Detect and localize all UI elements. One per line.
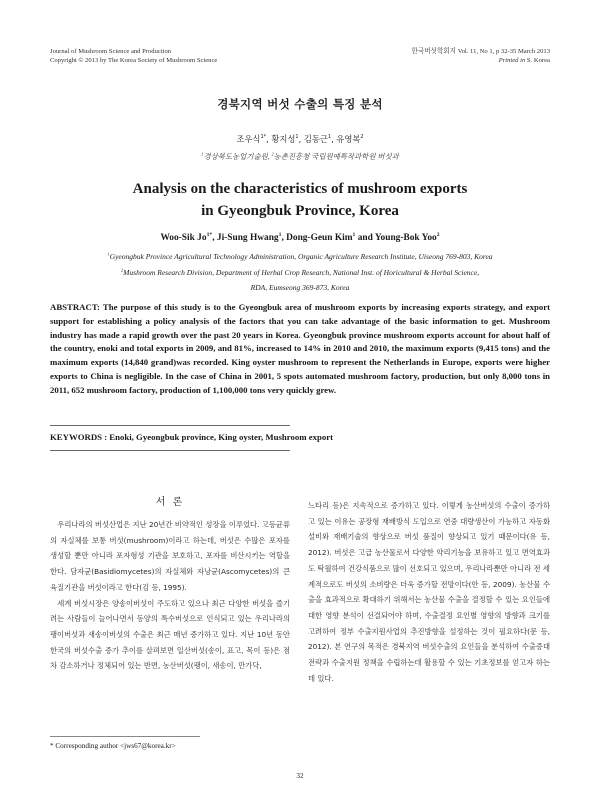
journal-header-left [50, 47, 217, 65]
korean-authors: 조우식$^{1*}$, 황지성$^1$, 김동근$^1$, 유영복$^2$ [236, 134, 364, 144]
keywords: KEYWORDS : Enoki, Gyeongbuk province, King oyster, Mushroom export [50, 432, 334, 442]
page-number: 32 [296, 772, 304, 780]
english-authors: Woo-Sik $Jo^{1*}$, Ji-Sung Hwang$^1$, Dong-Geun Kim$^1$ and Young-Bok Yoo$^2$ [160, 231, 440, 243]
footnote-rule [50, 736, 200, 737]
section-title-introduction: 서 론 [155, 497, 185, 508]
affiliation-1: $^1$Gyeongbuk Province Agricultural Technology Administration, Organic Agriculture Research Institute, Uiseong 769-803, Korea [107, 251, 493, 261]
english-title-line1: Analysis on the characteristics of mushroom exports [132, 181, 468, 197]
english-title-line2: in Gyeongbuk Province, Korea [201, 203, 399, 219]
body-column-right [308, 498, 550, 686]
keywords-bottom-rule [50, 450, 290, 451]
affiliation-2-cont: RDA, Eumseong 369-873, Korea [250, 283, 350, 292]
printed-in: Printed in S. Korea [498, 57, 550, 64]
abstract: ABSTRACT: The purpose of this study is to the Gyeongbuk area of mushroom exports by increasing exports strategy, and export support for establishing a policy analysis of the factors that you can take advantage of the basic information to get. Mushroom industry has made a rapid growth over the past 20 years in Korea. Gyeongbuk province mushroom exports account for about half of the country, enoki and total exports in 2009, and 81%, increased to 14% in 2010 and 2010, the maximum exports (9,415 tons) and the maximum exports (14,840 grand)was recorded. King oyster mushroom to represent the Netherlands in Europe, exports were higher exports to China is negligible. In the case of China in 2001, 5 spots automated mushroom factory, production, but only 8,000 tons in 2011, 652 mushroom factory, production of 1,100,000 tons very quickly grew. [50, 302, 550, 395]
body-column-left [50, 517, 290, 674]
paragraph: 느타리 등)은 지속적으로 증가하고 있다. 이렇게 농산버섯의 수출이 증가하고 있는 이유는 공장형 재배방식 도입으로 연중 대량생산이 가능하고 자동화 설비와 재배기술의 향상으로 버섯 품질이 향상되고 있기 때문이다(유 등, 2012). 버섯은 고급 농산물로서 다양한 약리기능을 보유하고 있고 면역효과도 탁월하여 건강식품으로 많이 선호되고 있으며, 우리나라뿐만 아니라 전 세계적으로도 버섯의 소비량은 더욱 증가할 전망이다(안 등, 2009). 농산물 수출을 효과적으로 확대하기 위해서는 농산물 수출을 결정할 수 있는 요인들에 대한 영향 분석이 선결되어야 하며, 수출결정 요인별 영향의 방향과 크기를 고려하여 정부 수출지원사업의 추진방향을 설정하는 것이 필요하다(문 등, 2012). 본 연구의 목적은 경북지역 버섯수출의 요인들을 분석하여 수출증대 전략과 수출지원 정책을 수립하는데 활용할 수 있는 기초정보를 얻고자 하는데 있다. [308, 501, 550, 683]
english-title [0, 178, 600, 222]
journal-name: Journal of Mushroom Science and Production [50, 48, 172, 55]
copyright-line: Copyright © 2013 by The Korea Society of Mushroom Science [50, 57, 218, 64]
volume-info: 한국버섯학회지 Vol. 11, No 1, p 32-35 March 2013 [411, 48, 550, 55]
english-affiliations [60, 249, 540, 296]
paragraph: 세계 버섯시장은 양송이버섯이 주도하고 있으나 최근 다양한 버섯을 즐기려는 사람들이 늘어나면서 동양의 특수버섯으로 인식되고 있는 우리나라의 팽이버섯과 새송이버섯의 수출은 최근 매년 증가하고 있다. 지난 10년 동안 한국의 버섯수출 증가 추이를 살펴보면 일산버섯(송이, 표고, 목이 등)은 점차 감소하거나 정체되어 있는 반면, 농산버섯(팽이, 새송이, 만가닥, [50, 598, 290, 671]
keywords-top-rule [50, 425, 290, 426]
journal-header-right [411, 47, 550, 65]
korean-title: 경북지역 버섯 수출의 특징 분석 [217, 97, 383, 111]
korean-affiliation: $^1$경상북도농업기술원, $^2$농촌진흥청 국립원예특작과학원 버섯과 [201, 151, 399, 161]
paragraph: 우리나라의 버섯산업은 지난 20년간 비약적인 성장을 이루었다. 고등균류의 자실체를 보통 버섯(mushroom)이라고 하는데, 버섯은 수많은 포자를 생성할 뿐만 아니라 포자형성 기관을 보호하고, 포자를 비산시키는 역할을 한다. 담자균(Basidiomycetes)의 자실체와 자낭균(Ascomycetes)의 큰 육질기관을 버섯이라고 한다(김 등, 1995). [50, 520, 290, 592]
footnote-corresponding-author: * Corresponding author <jws67@korea.kr> [50, 742, 176, 750]
affiliation-2: $^2$Mushroom Research Division, Department of Herbal Crop Research, National Inst. of Horicultural & Herbal Science, [120, 267, 480, 277]
